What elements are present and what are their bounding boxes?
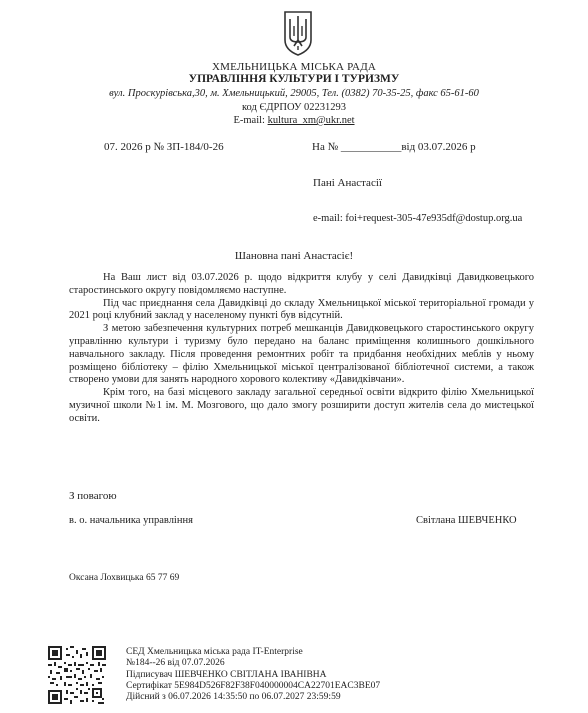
recipient-name: Пані Анастасії	[313, 177, 382, 189]
department-address: вул. Проскурівська,30, м. Хмельницький, 29005, Тел. (0382) 70-35-25, факс 65-61-60	[109, 88, 479, 99]
executor-info: Оксана Лохвицька 65 77 69	[69, 573, 180, 583]
esign-validity: Дійсний з 06.07.2026 14:35:50 по 06.07.2027 23:59:59	[126, 692, 341, 703]
city-council-name: ХМЕЛЬНИЦЬКА МІСЬКА РАДА	[211, 61, 377, 73]
department-name: УПРАВЛІННЯ КУЛЬТУРИ І ТУРИЗМУ	[188, 73, 400, 85]
e-signature-block	[126, 647, 380, 703]
greeting: Шановна пані Анастасіє!	[234, 250, 354, 262]
paragraph: З метою забезпечення культурних потреб мешканців Давидковецького старостинського округу управлінню культури і туризму було передано на баланс приміщення колишнього дошкільного навчального закладу. Після проведення ремонтних робіт та придбання необхідних меблів у ньому розміщено бібліотеку – філію Хмельницької міської централізованої бібліотечної системи, а також створено умови для занять народного хорового колективу «Давидківчани».	[69, 323, 534, 386]
outgoing-number: 07. 2026 р № ЗП-184/0-26	[104, 141, 224, 153]
signer-position: в. о. начальника управління	[69, 515, 193, 526]
esign-doc-number: №184--26 від 07.07.2026	[126, 658, 225, 669]
coat-of-arms-trident-icon	[283, 10, 313, 56]
esign-system: СЕД Хмельницька міська рада IT-Enterprise	[126, 647, 303, 657]
incoming-number: На № ___________від 03.07.2026 р	[312, 141, 476, 153]
email-label: E-mail:	[233, 115, 268, 126]
recipient-email: e-mail: foi+request-305-47e935df@dostup.org.ua	[313, 213, 523, 224]
email-link[interactable]: kultura_xm@ukr.net	[267, 115, 355, 126]
signer-name: Світлана ШЕВЧЕНКО	[416, 515, 517, 526]
esign-signer: Підписувач ШЕВЧЕНКО СВІТЛАНА ІВАНІВНА	[126, 669, 327, 680]
paragraph: Крім того, на базі місцевого закладу загальної середньої освіти відкрито філію Хмельницької музичної школи №1 ім. М. Мозгового, що дало змогу розширити доступ жителів села до мистецької освіти.	[69, 387, 534, 424]
department-email	[0, 115, 588, 126]
letter-body	[69, 272, 534, 426]
esign-certificate: Сертифікат 5E984D526F82F38F040000004CA22701EAC3BE07	[126, 680, 381, 691]
paragraph: Під час приєднання села Давидківці до складу Хмельницької міської територіальної громади у 2021 році клубний заклад у населеному пункті був відсутній.	[69, 297, 534, 322]
paragraph: На Ваш лист від 03.07.2026 р. щодо відкриття клубу у селі Давидківці Давидковецького старостинського округу повідомляємо наступне.	[69, 272, 534, 296]
closing-regards: З повагою	[69, 490, 117, 502]
qr-code-icon	[48, 646, 106, 704]
edrpou-code: код ЄДРПОУ 02231293	[241, 102, 347, 113]
